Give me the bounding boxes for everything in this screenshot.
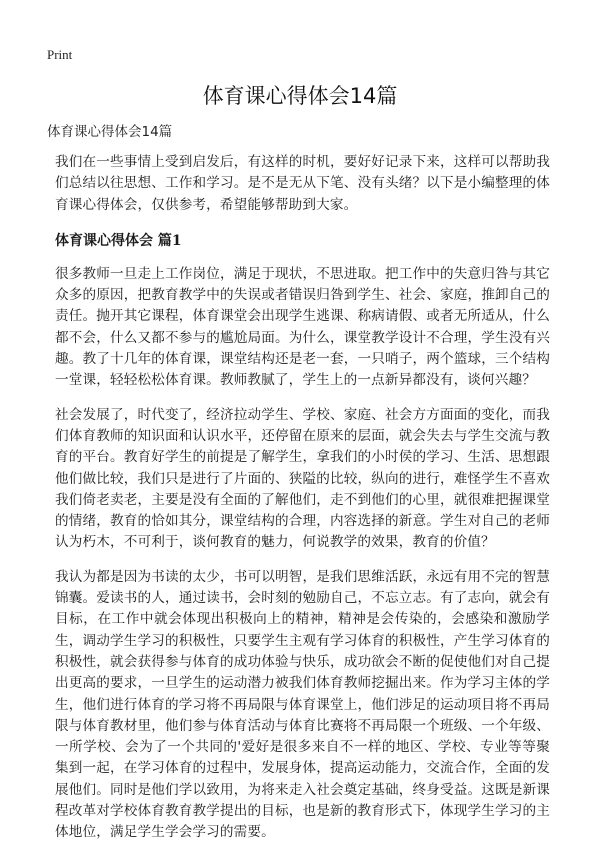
body-paragraph: 我认为都是因为书读的太少，书可以明智，是我们思维活跃，永远有用不完的智慧锦囊。爱读书的人，通过读书，会时刻的勉励自己，不忘立志。有了志向，就会有目标，在工作中就会体现出积极向上的精神，精神是会传染的，会感染和激励学生，调动学生学习的积极性，只要学生主观有学习体育的积极性，产生学习体育的积极性，就会获得参与体育的成功体验与快乐，成功欲会不断的促使他们对自己提出更高的要求，一旦学生的运动潜力被我们体育教师挖掘出来。作为学习主体的学生，他们进行体育的学习将不再局限与体育课堂上，他们涉足的运动项目将不再局限与体育教材里，他们参与体育活动与体育比赛将不再局限一个班级、一个年级、一所学校、会为了一个共同的'爱好是很多来自不一样的地区、学校、专业等等聚集到一起，在学习体育的过程中，发展身体，提高运动能力，交流合作，全面的发展他们。同时是他们学以致用，为将来走入社会奠定基础，终身受益。这既是新课程改革对学校体育教育教学提出的目标，也是新的教育形式下，体现学生学习的主体地位，满足学生学会学习的需要。 xyxy=(55,568,550,841)
document-title: 体育课心得体会14篇 xyxy=(202,84,398,108)
section-heading: 体育课心得体会 篇1 xyxy=(55,232,182,249)
body-paragraph: 社会发展了，时代变了，经济拉动学生、学校、家庭、社会方方面面的变化，而我们体育教师的知识面和认识水平，还停留在原来的层面，就会失去与学生交流与教育的平台。教育好学生的前提是了解学生，拿我们的小时侯的学习、生活、思想跟他们做比较，我们只是进行了片面的、狭隘的比较，纵向的进行，难怪学生不喜欢我们倚老卖老，主要是没有全面的了解他们，走不到他们的心里，就很难把握课堂的情绪，教育的恰如其分，课堂结构的合理，内容选择的新意。学生对自己的老师认为朽木，不可利于，谈何教育的魅力，何说教学的效果，教育的价值？ xyxy=(55,406,550,551)
intro-paragraph: 我们在一些事情上受到启发后，有这样的时机，要好好记录下来，这样可以帮助我们总结以往思想、工作和学习。是不是无从下笔、没有头绪？以下是小编整理的体育课心得体会，仅供参考，希望能够帮助到大家。 xyxy=(55,154,550,213)
document-content xyxy=(55,152,550,857)
document-subtitle: 体育课心得体会14篇 xyxy=(47,124,173,140)
print-link[interactable]: Print xyxy=(47,47,73,62)
body-paragraph: 很多教师一旦走上工作岗位，满足于现状，不思进取。把工作中的失意归咎与其它众多的原因，把教育教学中的失误或者错误归咎到学生、社会、家庭，推卸自己的责任。抛开其它课程，体育课堂会出现学生逃课、称病请假、或者无所适从，什么都不会，什么又都不参与的尴尬局面。为什么，课堂教学设计不合理，学生没有兴趣。教了十几年的体育课，课堂结构还是老一套，一只哨子，两个篮球，三个结构一堂课，轻轻松松体育课。教师教腻了，学生上的一点新异都没有，谈何兴趣？ xyxy=(55,265,550,389)
